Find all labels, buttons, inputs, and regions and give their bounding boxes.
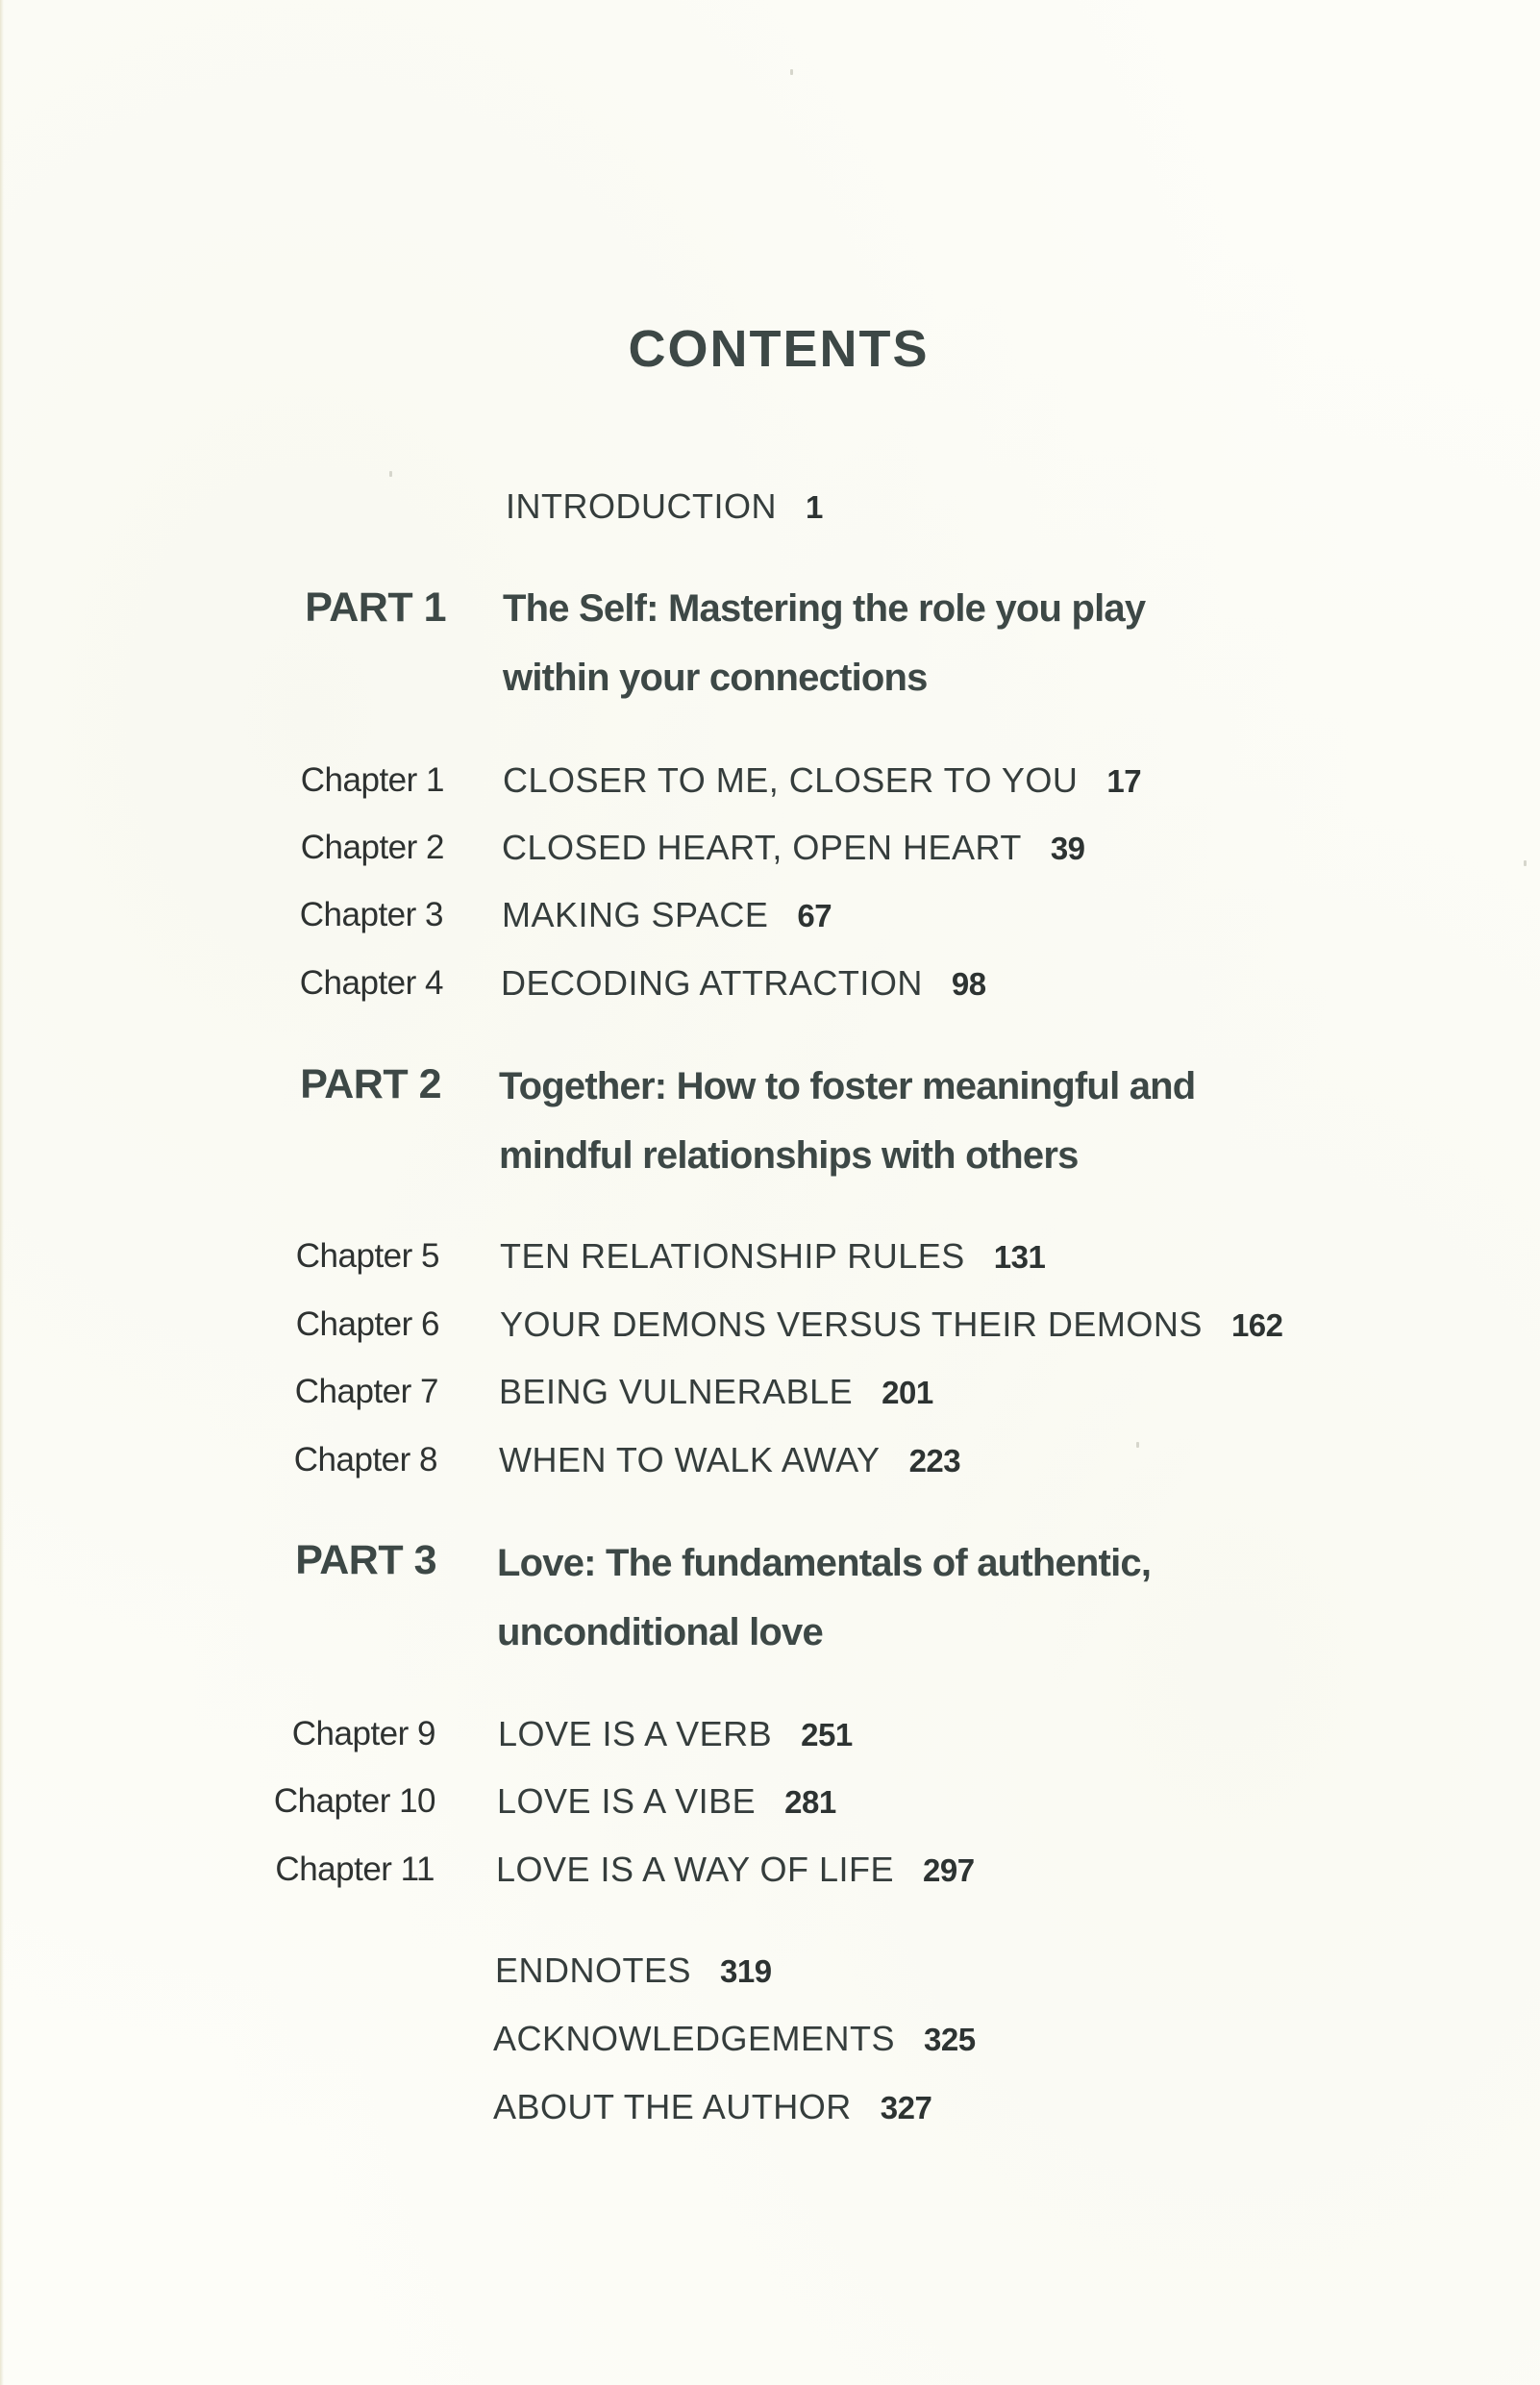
part-title-line-2: mindful relationships with others	[499, 1134, 1079, 1177]
toc-entry-introduction[interactable]	[506, 487, 823, 527]
chapter-label: Chapter 9	[291, 1715, 435, 1752]
chapter-label: Chapter 7	[294, 1373, 438, 1410]
entry-title: ABOUT THE AUTHOR	[493, 2087, 852, 2126]
entry-title: DECODING ATTRACTION	[501, 963, 923, 1003]
part-title[interactable]	[503, 574, 1145, 712]
part-title[interactable]	[497, 1528, 1151, 1667]
part-title-line-1: Love: The fundamentals of authentic,	[497, 1542, 1152, 1584]
entry-title: TEN RELATIONSHIP RULES	[500, 1236, 965, 1276]
page-number: 131	[993, 1239, 1046, 1275]
toc-entry-about-the-author[interactable]	[493, 2088, 931, 2127]
scan-speck	[790, 69, 793, 75]
part-title-line-2: unconditional love	[497, 1611, 823, 1653]
toc-entry-chapter-2[interactable]	[502, 829, 1085, 868]
toc-entry-chapter-10[interactable]	[497, 1782, 836, 1822]
part-title[interactable]	[499, 1052, 1195, 1190]
page-number: 201	[882, 1375, 933, 1410]
entry-title: YOUR DEMONS VERSUS THEIR DEMONS	[500, 1304, 1203, 1344]
entry-title: WHEN TO WALK AWAY	[499, 1440, 881, 1479]
toc-entry-chapter-3[interactable]	[502, 896, 832, 935]
page-number: 325	[924, 2022, 976, 2057]
entry-title: INTRODUCTION	[506, 486, 777, 526]
chapter-label: Chapter 1	[300, 761, 444, 799]
page-number: 281	[784, 1784, 836, 1820]
chapter-label: Chapter 4	[299, 964, 443, 1002]
chapter-label: Chapter 8	[293, 1441, 437, 1478]
entry-title: BEING VULNERABLE	[499, 1372, 854, 1411]
scan-speck	[1524, 860, 1527, 866]
page-number: 223	[908, 1443, 961, 1478]
page-number: 162	[1230, 1307, 1283, 1343]
chapter-label: Chapter 3	[299, 896, 443, 933]
chapter-label: Chapter 6	[295, 1305, 439, 1343]
toc-entry-chapter-4[interactable]	[501, 964, 986, 1004]
part-label: PART 3	[295, 1537, 436, 1583]
page-number: 297	[922, 1852, 975, 1888]
contents-heading: CONTENTS	[628, 320, 930, 379]
entry-title: ENDNOTES	[495, 1950, 692, 1990]
part-title-line-2: within your connections	[503, 657, 928, 699]
scan-speck	[1136, 1442, 1139, 1448]
part-title-line-1: Together: How to foster meaningful and	[499, 1065, 1196, 1107]
entry-title: MAKING SPACE	[502, 895, 769, 934]
toc-entry-chapter-11[interactable]	[496, 1851, 975, 1890]
page-number: 98	[951, 966, 986, 1002]
page-number: 319	[720, 1953, 772, 1989]
chapter-label: Chapter 10	[273, 1782, 435, 1820]
chapter-label: Chapter 2	[300, 829, 444, 866]
toc-entry-chapter-5[interactable]	[500, 1237, 1045, 1277]
entry-title: LOVE IS A VIBE	[497, 1781, 757, 1821]
toc-entry-acknowledgements[interactable]	[493, 2020, 976, 2059]
toc-entry-chapter-6[interactable]	[500, 1305, 1283, 1345]
page-number: 251	[801, 1717, 853, 1752]
part-label: PART 2	[300, 1061, 441, 1107]
page-number: 327	[880, 2090, 932, 2125]
toc-entry-endnotes[interactable]	[495, 1951, 772, 1991]
entry-title: LOVE IS A VERB	[498, 1714, 773, 1753]
toc-entry-chapter-8[interactable]	[499, 1441, 960, 1480]
part-title-line-1: The Self: Mastering the role you play	[503, 587, 1146, 630]
page-number: 17	[1106, 763, 1142, 799]
entry-title: CLOSED HEART, OPEN HEART	[502, 828, 1022, 867]
part-label: PART 1	[305, 584, 446, 631]
toc-entry-chapter-1[interactable]	[503, 761, 1141, 801]
toc-entry-chapter-7[interactable]	[499, 1373, 933, 1412]
page-number: 1	[805, 489, 823, 525]
chapter-label: Chapter 11	[275, 1851, 435, 1888]
scan-speck	[389, 471, 392, 477]
chapter-label: Chapter 5	[295, 1237, 439, 1275]
entry-title: LOVE IS A WAY OF LIFE	[496, 1850, 894, 1889]
toc-entry-chapter-9[interactable]	[498, 1715, 853, 1754]
entry-title: ACKNOWLEDGEMENTS	[493, 2019, 896, 2058]
page-number: 39	[1050, 831, 1085, 866]
entry-title: CLOSER TO ME, CLOSER TO YOU	[503, 760, 1079, 800]
page-number: 67	[797, 898, 832, 933]
